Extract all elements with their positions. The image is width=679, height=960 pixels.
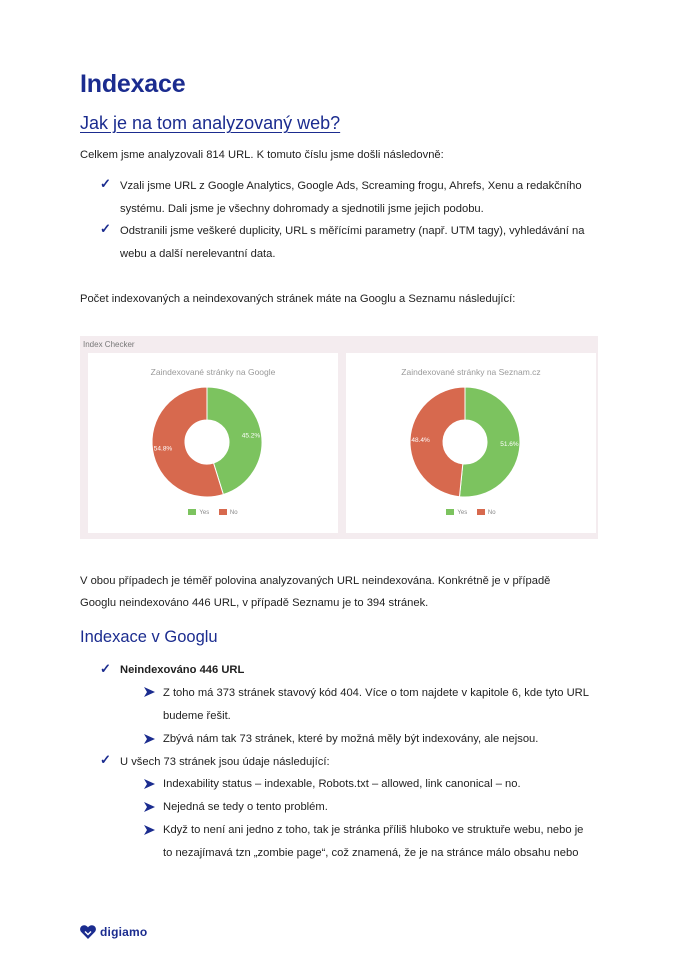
google-donut-chart (88, 353, 338, 533)
data-label: 51.6% (500, 441, 519, 449)
seznam-chart-card (346, 353, 596, 533)
section-subheading: Jak je na tom analyzovaný web? (80, 113, 341, 133)
list-item-line: Vzali jsme URL z Google Analytics, Google Ads, Screaming frogu, Ahrefs, Xenu a redakčního (120, 180, 582, 192)
heart-icon (80, 925, 96, 939)
chart-title: Zaindexované stránky na Google (150, 367, 276, 377)
legend-swatch (219, 509, 227, 515)
brand-name: digiamo (100, 925, 148, 939)
legend-item-no (219, 510, 238, 516)
legend-item-yes (188, 510, 209, 516)
legend-swatch (446, 509, 454, 515)
legend-label: Yes (457, 509, 468, 516)
checkmark-icon: ✓ (100, 752, 111, 767)
seznam-donut-chart (346, 353, 596, 533)
intro-paragraph: Celkem jsme analyzovali 814 URL. K tomuto číslu jsme došli následovně: (80, 149, 444, 161)
summary-paragraph (80, 570, 610, 614)
counts-paragraph: Počet indexovaných a neindexovaných stránek máte na Googlu a Seznamu následující: (80, 293, 516, 305)
chart-title: Zaindexované stránky na Seznam.cz (401, 367, 541, 377)
chart-legend (88, 509, 338, 516)
index-checker-panel (80, 336, 598, 539)
legend-label: Yes (199, 509, 210, 516)
sub-list-item: Zbývá nám tak 73 stránek, které by možná měly být indexovány, ale nejsou. (163, 733, 539, 745)
data-label: 45.2% (241, 432, 261, 440)
checkmark-icon: ✓ (100, 176, 111, 191)
page-title: Indexace (80, 70, 186, 98)
list-item: U všech 73 stránek jsou údaje následující: (120, 756, 330, 768)
legend-item-yes (446, 510, 467, 516)
arrow-icon (144, 825, 155, 835)
sub-list-item (163, 682, 589, 727)
legend-label: No (487, 509, 496, 516)
arrow-icon (144, 734, 155, 744)
arrow-icon (144, 779, 155, 789)
google-chart-card (88, 353, 338, 533)
legend-swatch (477, 509, 485, 515)
data-label: 48.4% (411, 436, 430, 444)
list-item (120, 175, 582, 220)
checkmark-icon: ✓ (100, 221, 111, 236)
data-label: 54.8% (153, 445, 173, 453)
list-item-line: to nezajímavá tzn „zombie page“, což znamená, že je na stránce málo obsahu nebo (163, 846, 579, 859)
list-item-line: systému. Dali jsme je všechny dohromady a sjednotili jsme jejich podobu. (120, 202, 484, 215)
sub-list-item: Indexability status – indexable, Robots.txt – allowed, link canonical – no. (163, 778, 521, 790)
section-heading: Indexace v Googlu (80, 628, 218, 646)
checkmark-icon: ✓ (100, 661, 111, 676)
brand-logo (80, 925, 147, 939)
list-item-line: webu a další nerelevantní data. (120, 247, 276, 260)
sub-list-item (163, 819, 583, 864)
list-item (120, 220, 584, 265)
summary-line: Googlu neindexováno 446 URL, v případě Seznamu je to 394 stránek. (80, 597, 429, 609)
list-item-line: Když to není ani jedno z toho, tak je stránka příliš hluboko ve struktuře webu, nebo je (163, 824, 584, 836)
chart-legend (346, 509, 596, 516)
legend-swatch (188, 509, 196, 515)
summary-line: V obou případech je téměř polovina analyzovaných URL neindexována. Konkrétně je v případě (80, 575, 551, 587)
list-item-line: budeme řešit. (163, 709, 231, 722)
list-item: Neindexováno 446 URL (120, 664, 245, 676)
arrow-icon (144, 802, 155, 812)
legend-item-no (477, 510, 496, 516)
sub-list-item: Nejedná se tedy o tento problém. (163, 801, 328, 813)
legend-label: No (229, 509, 238, 516)
arrow-icon (144, 687, 155, 697)
panel-title: Index Checker (83, 340, 135, 349)
list-item-line: Odstranili jsme veškeré duplicity, URL s měřícími parametry (např. UTM tagy), vyhledávání na (120, 225, 585, 237)
list-item-line: Z toho má 373 stránek stavový kód 404. Více o tom najdete v kapitole 6, kde tyto URL (163, 687, 589, 699)
